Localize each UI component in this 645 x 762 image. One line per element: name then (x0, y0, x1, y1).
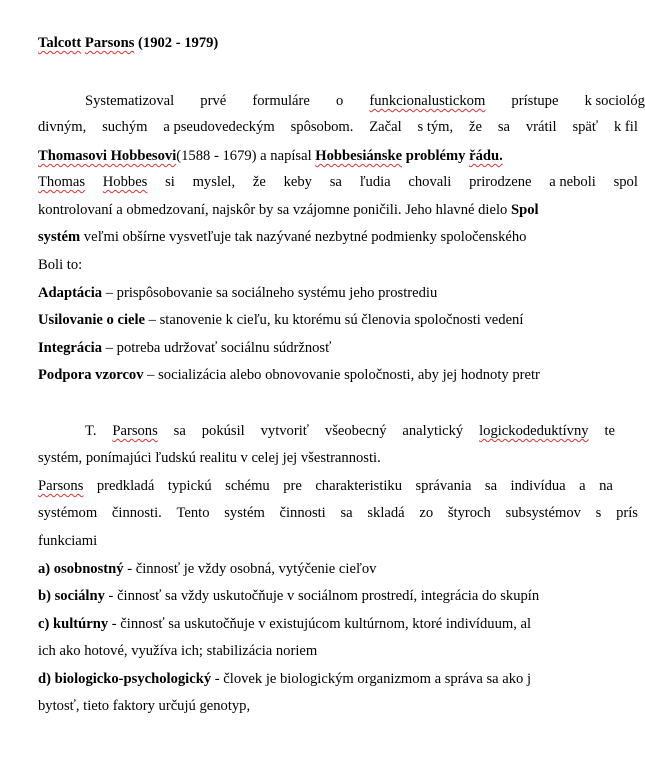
word: funkcionalustickom (369, 93, 486, 109)
word: analytický (402, 423, 464, 439)
condition-desc: – potreba udržovať sociálnu súdržnosť (102, 340, 332, 356)
word: pokúsil (201, 423, 245, 439)
para2-line1 (85, 422, 615, 440)
para3-line1 (38, 477, 613, 495)
word: že (469, 119, 482, 135)
word: Systematizoval (85, 93, 175, 109)
word: suchým (102, 119, 148, 135)
word: a neboli (549, 174, 596, 190)
condition-adaptation (38, 284, 437, 302)
word: Hobbes (102, 174, 148, 190)
word: a pseudovedeckým (163, 119, 275, 135)
word: sa (173, 423, 186, 439)
word: k fil (613, 119, 638, 135)
subsystem-term: c) kultúrny (38, 616, 109, 632)
word: formuláre (252, 93, 310, 109)
condition-desc: – stanovenie k cieľu, ku ktorému sú členovia spoločnosti vedení (145, 312, 524, 328)
word: prvé (200, 93, 227, 109)
word: pre (283, 478, 302, 494)
word: sa (340, 505, 353, 521)
para3-line3: funkciami (38, 533, 98, 549)
condition-desc: – socializácia alebo obnovovanie spoločnosti, aby jej hodnoty pretr (143, 367, 540, 383)
hobbes-name: Thomasovi Hobbesovi (38, 148, 177, 164)
word: že (252, 174, 266, 190)
document-title (38, 34, 218, 52)
para1-line5-text: kontrolovaní a obmedzovaní, najskôr by sa vzájomne poničili. Jeho hlavné dielo (38, 202, 511, 218)
word: správania (415, 478, 472, 494)
word: činnosti. (111, 505, 162, 521)
word: schému (225, 478, 270, 494)
subsystem-desc: - činnosť sa vždy uskutočňuje v sociálnom prostredí, integrácia do skupín (104, 588, 540, 604)
subsystem-desc: - činnosť sa uskutočňuje v existujúcom kultúrnom, ktoré indivíduum, al (108, 616, 532, 632)
word: charakteristiku (315, 478, 403, 494)
para1-line5-bold: Spol (510, 202, 539, 218)
word: ľudia (359, 174, 391, 190)
condition-term: Podpora vzorcov (38, 367, 144, 383)
word: Parsons (38, 478, 84, 494)
subsystem-term: b) sociálny (38, 588, 105, 604)
title-name-first: Talcott (38, 35, 82, 51)
title-name-last: Parsons (84, 35, 135, 51)
word: k sociológ (584, 93, 645, 109)
subsystem-term: d) biologicko-psychologický (38, 671, 212, 687)
word: divným, (38, 119, 87, 135)
word: štyroch (447, 505, 491, 521)
subsystem-biological (38, 670, 531, 688)
word: T. (85, 423, 97, 439)
subsystem-cultural-cont: ich ako hotové, využíva ich; stabilizácia noriem (38, 643, 318, 659)
word: všeobecný (324, 423, 387, 439)
condition-desc: – prispôsobovanie sa sociálneho systému jeho prostrediu (102, 285, 438, 301)
word: prís (616, 505, 638, 521)
hobbes-years: (1588 - 1679) a napísal (176, 148, 316, 164)
subsystem-desc: - činnosť je vždy osobná, vytýčenie cieľov (123, 561, 377, 577)
word: a (579, 478, 586, 494)
para1-line4 (38, 173, 638, 191)
word: logickodeduktívny (479, 423, 589, 439)
word: Parsons (112, 423, 158, 439)
para3-line2 (38, 504, 638, 522)
word: subsystémov (505, 505, 581, 521)
para1-line7: Boli to: (38, 257, 83, 273)
title-years: (1902 - 1979) (138, 35, 219, 51)
condition-term: Usilovanie o ciele (38, 312, 146, 328)
condition-term: Integrácia (38, 340, 103, 356)
word: prístupe (511, 93, 559, 109)
para1-line2 (38, 118, 638, 136)
word: Tento (176, 505, 210, 521)
word: systém (224, 505, 265, 521)
word: sa (497, 119, 510, 135)
word: Začal (369, 119, 402, 135)
word: činnosti (279, 505, 326, 521)
subsystem-cultural (38, 615, 531, 633)
word: späť (572, 119, 599, 135)
condition-term: Adaptácia (38, 285, 103, 301)
para1-line6-text: veľmi obšírne vysvetľuje tak nazývané nezbytné podmienky spoločenského (80, 229, 527, 245)
word: sa (329, 174, 342, 190)
subsystem-biological-cont: bytosť, tieto faktory určujú genotyp, (38, 698, 251, 714)
word: sa (484, 478, 498, 494)
word: spôsobom. (290, 119, 354, 135)
subsystem-personal (38, 560, 376, 578)
word: te (604, 423, 615, 439)
para1-line5 (38, 201, 539, 219)
subsystem-term: a) osobnostný (38, 561, 124, 577)
subsystem-desc: - človek je biologickým organizmom a správa sa ako j (211, 671, 532, 687)
para1-line6-bold: systém (38, 229, 81, 245)
word: typickú (167, 478, 212, 494)
para2-line2: systém, ponímajúci ľudskú realitu v celej jej všestrannosti. (38, 450, 381, 466)
word: na (599, 478, 613, 494)
word: si (165, 174, 175, 190)
word: indivídua (510, 478, 566, 494)
word: zo (419, 505, 434, 521)
subsystem-social (38, 587, 539, 605)
word: predkladá (96, 478, 155, 494)
condition-pattern (38, 366, 540, 384)
condition-integration (38, 339, 331, 357)
word: keby (283, 174, 312, 190)
word: vytvoriť (260, 423, 310, 439)
word: chovali (408, 174, 452, 190)
word: s (595, 505, 602, 521)
word: systémom (38, 505, 98, 521)
para1-line3 (38, 147, 503, 165)
word: s tým, (417, 119, 454, 135)
word: myslel, (192, 174, 236, 190)
word: o (335, 93, 344, 109)
word: vrátil (525, 119, 557, 135)
word: Thomas (38, 174, 86, 190)
word: skladá (367, 505, 405, 521)
condition-goal (38, 311, 523, 329)
hobbes-problem: Hobbesiánske problémy řádu. (315, 148, 503, 164)
para1-line6 (38, 228, 526, 246)
word: prirodzene (469, 174, 532, 190)
para1-line1 (85, 92, 645, 110)
word: spol (613, 174, 638, 190)
